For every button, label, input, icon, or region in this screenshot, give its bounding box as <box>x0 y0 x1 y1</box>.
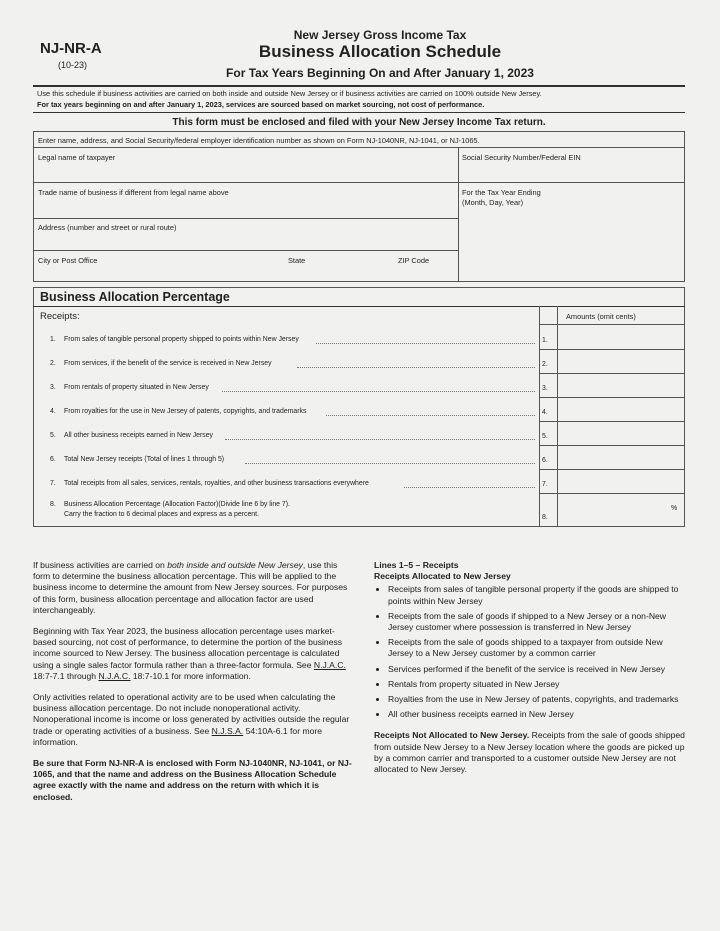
line-description: From sales of tangible personal property shipped to points within New Jersey <box>64 336 299 343</box>
allocation-title: Business Allocation Percentage <box>40 290 230 304</box>
divider <box>33 147 685 148</box>
text: Only activities related to operational activity are to be used when calculating the business allocation percentage. Do not include nonoperational activity. Nonoperational income is income or loss generated by activities outside the regular trade or operating activities of a business. See <box>33 692 350 736</box>
receipt-bullet: • Services performed if the benefit of the service is received in New Jersey <box>388 664 688 675</box>
amount-field[interactable] <box>558 422 685 446</box>
divider <box>33 218 459 219</box>
receipt-bullet: • Receipts from the sale of goods if shipped to a New Jersey or a non-New Jersey customer where possession is transferred in New Jersey <box>388 611 688 633</box>
city-label: City or Post Office <box>38 256 98 265</box>
text: 18:7-10.1 for more information. <box>130 670 251 681</box>
njac-reference: N.J.A.C. <box>98 670 131 681</box>
trade-name-field[interactable] <box>36 197 456 215</box>
leader-dots <box>245 463 536 464</box>
line-box-number: 4. <box>542 409 548 416</box>
state-field[interactable] <box>286 265 386 280</box>
trade-name-label: Trade name of business if different from legal name above <box>38 188 229 197</box>
receipt-bullet: • Royalties from the use in New Jersey of patents, copyrights, and trademarks <box>388 694 688 705</box>
njsa-reference: N.J.S.A. <box>211 725 244 736</box>
line-number: 3. <box>50 384 56 391</box>
amount-field[interactable] <box>558 350 685 374</box>
leader-dots <box>316 343 535 344</box>
line-number: 6. <box>50 456 56 463</box>
text: If business activities are carried on <box>33 560 168 570</box>
line-description: From services, if the benefit of the service is received in New Jersey <box>64 360 272 367</box>
allocation-line <box>33 494 685 527</box>
line-box-number: 3. <box>542 385 548 392</box>
line-number: 1. <box>50 336 56 343</box>
divider <box>539 324 685 325</box>
tax-year-label: For the Tax Year Ending <box>462 188 541 197</box>
line-description-cont: Carry the fraction to 6 decimal places and express as a percent. <box>64 511 259 518</box>
header-rule <box>33 85 685 87</box>
address-label: Address (number and street or rural route) <box>38 223 177 232</box>
line-box-number: 1. <box>542 337 548 344</box>
amount-field[interactable] <box>558 446 685 470</box>
line-box-number: 2. <box>542 361 548 368</box>
allocation-line <box>33 446 685 470</box>
amount-field[interactable] <box>558 470 685 494</box>
city-field[interactable] <box>36 265 276 280</box>
legal-name-label: Legal name of taxpayer <box>38 153 116 162</box>
allocation-line <box>33 374 685 398</box>
amounts-header: Amounts (omit cents) <box>566 312 636 321</box>
state-label: State <box>288 256 306 265</box>
text: Beginning with Tax Year 2023, the business allocation percentage uses market-based sourcing, not cost of performance, to determine the portion of the business income sourced to New Jersey. The business allocation percentage is calculated using a single sales factor formula rather than a three-factor formula. See <box>33 626 343 670</box>
zip-field[interactable] <box>396 265 456 280</box>
instructions-right <box>374 560 688 785</box>
instructions-left <box>33 560 353 813</box>
form-revision: (10-23) <box>58 60 88 70</box>
text: Receipts from the sale of goods shipped from outside New Jersey to a New Jersey location where the goods are picked up by a common carrier and transported to a customer outside New Jersey are not allocated to New Jersey. <box>374 730 685 775</box>
line-number: 8. <box>50 501 56 508</box>
instructions-para-4: Be sure that Form NJ-NR-A is enclosed with Form NJ-1040NR, NJ-1041, or NJ-1065, and that the name and address on the Business Allocation Schedule agree exactly with the name and address on the return with which it is enclosed. <box>33 758 352 802</box>
note-usage: Use this schedule if business activities are carried on both inside and outside New Jersey or if business activities are carried on 100% outside New Jersey. <box>37 89 542 98</box>
amount-field[interactable] <box>558 494 685 527</box>
receipts-label: Receipts: <box>40 311 80 322</box>
form-title: Business Allocation Schedule <box>258 42 502 61</box>
form-id: NJ-NR-A <box>40 40 102 57</box>
leader-dots <box>297 367 536 368</box>
allocation-line <box>33 470 685 494</box>
instructions-para-3 <box>33 692 353 748</box>
line-box-number: 8. <box>542 514 548 521</box>
allocation-line <box>33 398 685 422</box>
receipt-bullet: • Rentals from property situated in New Jersey <box>388 679 688 690</box>
not-allocated-para <box>374 730 688 775</box>
text: 54:10A-6.1 for more information. <box>33 725 323 747</box>
receipts-heading: Lines 1–5 – Receipts <box>374 560 459 570</box>
leader-dots <box>225 439 535 440</box>
line-box-number: 5. <box>542 433 548 440</box>
receipt-bullet: • Receipts from sales of tangible personal property if the goods are shipped to points within New Jersey <box>388 584 688 606</box>
address-field[interactable] <box>36 232 456 248</box>
divider <box>33 250 459 251</box>
njac-reference: N.J.A.C. <box>313 659 346 670</box>
allocation-line <box>33 350 685 374</box>
line-box-number: 7. <box>542 481 548 488</box>
line-description: Business Allocation Percentage (Allocation Factor)(Divide line 6 by line 7). <box>64 501 290 508</box>
instructions-para-1 <box>33 560 353 616</box>
line-description: All other business receipts earned in New Jersey <box>64 432 213 439</box>
line-description: Total New Jersey receipts (Total of lines 1 through 5) <box>64 456 225 463</box>
legal-name-field[interactable] <box>36 162 456 180</box>
receipt-bullet: • Receipts from the sale of goods shipped to a taxpayer from outside New Jersey to a New Jersey customer by a common carrier <box>388 637 688 659</box>
title-line-3: For Tax Years Beginning On and After January 1, 2023 <box>226 66 534 80</box>
text-emphasis: both inside and outside New Jersey <box>167 560 303 570</box>
zip-label: ZIP Code <box>398 256 430 265</box>
amount-field[interactable] <box>558 374 685 398</box>
allocation-line <box>33 422 685 446</box>
tax-year-field[interactable] <box>461 208 683 218</box>
line-description: From royalties for the use in New Jersey of patents, copyrights, and trademarks <box>64 408 307 415</box>
leader-dots <box>326 415 535 416</box>
title-line-1: New Jersey Gross Income Tax <box>293 28 467 42</box>
tax-year-sublabel: (Month, Day, Year) <box>462 198 524 207</box>
ssn-label: Social Security Number/Federal EIN <box>462 153 581 162</box>
leader-dots <box>222 391 535 392</box>
enclose-notice: This form must be enclosed and filed with your New Jersey Income Tax return. <box>172 117 546 128</box>
allocated-list <box>374 584 688 720</box>
divider <box>33 306 685 307</box>
divider <box>33 182 685 183</box>
not-allocated-heading: Receipts Not Allocated to New Jersey. <box>374 730 530 741</box>
id-instruction: Enter name, address, and Social Security/federal employer identification number as shown on Form NJ-1040NR, NJ-1041, or NJ-1065. <box>38 136 480 145</box>
percent-sign: % <box>671 505 678 512</box>
line-box-number: 6. <box>542 457 548 464</box>
amount-field[interactable] <box>558 326 685 350</box>
allocated-heading: Receipts Allocated to New Jersey <box>374 571 511 582</box>
receipt-bullet: • All other business receipts earned in New Jersey <box>388 709 688 720</box>
amount-field[interactable] <box>558 398 685 422</box>
line-description: Total receipts from all sales, services, rentals, royalties, and other business transactions everywhere <box>64 480 369 487</box>
line-description: From rentals of property situated in New Jersey <box>64 384 209 391</box>
line-number: 7. <box>50 480 56 487</box>
line-number: 4. <box>50 408 56 415</box>
allocation-line <box>33 326 685 350</box>
line-number: 2. <box>50 360 56 367</box>
text: 18:7-7.1 through <box>33 670 99 681</box>
text: , use this form to determine the business allocation percentage. This will be applied to the business income to determine the amount from New Jersey sources. For purposes of this form, business allocation percentage and allocation factor are used interchangeably. <box>33 560 348 615</box>
note-market-sourcing: For tax years beginning on and after January 1, 2023, services are sourced based on market sourcing, not cost of performance. <box>37 100 485 109</box>
ssn-field[interactable] <box>461 162 683 180</box>
note-rule <box>33 112 685 113</box>
line-number: 5. <box>50 432 56 439</box>
instructions-para-2 <box>33 626 353 682</box>
leader-dots <box>404 487 535 488</box>
